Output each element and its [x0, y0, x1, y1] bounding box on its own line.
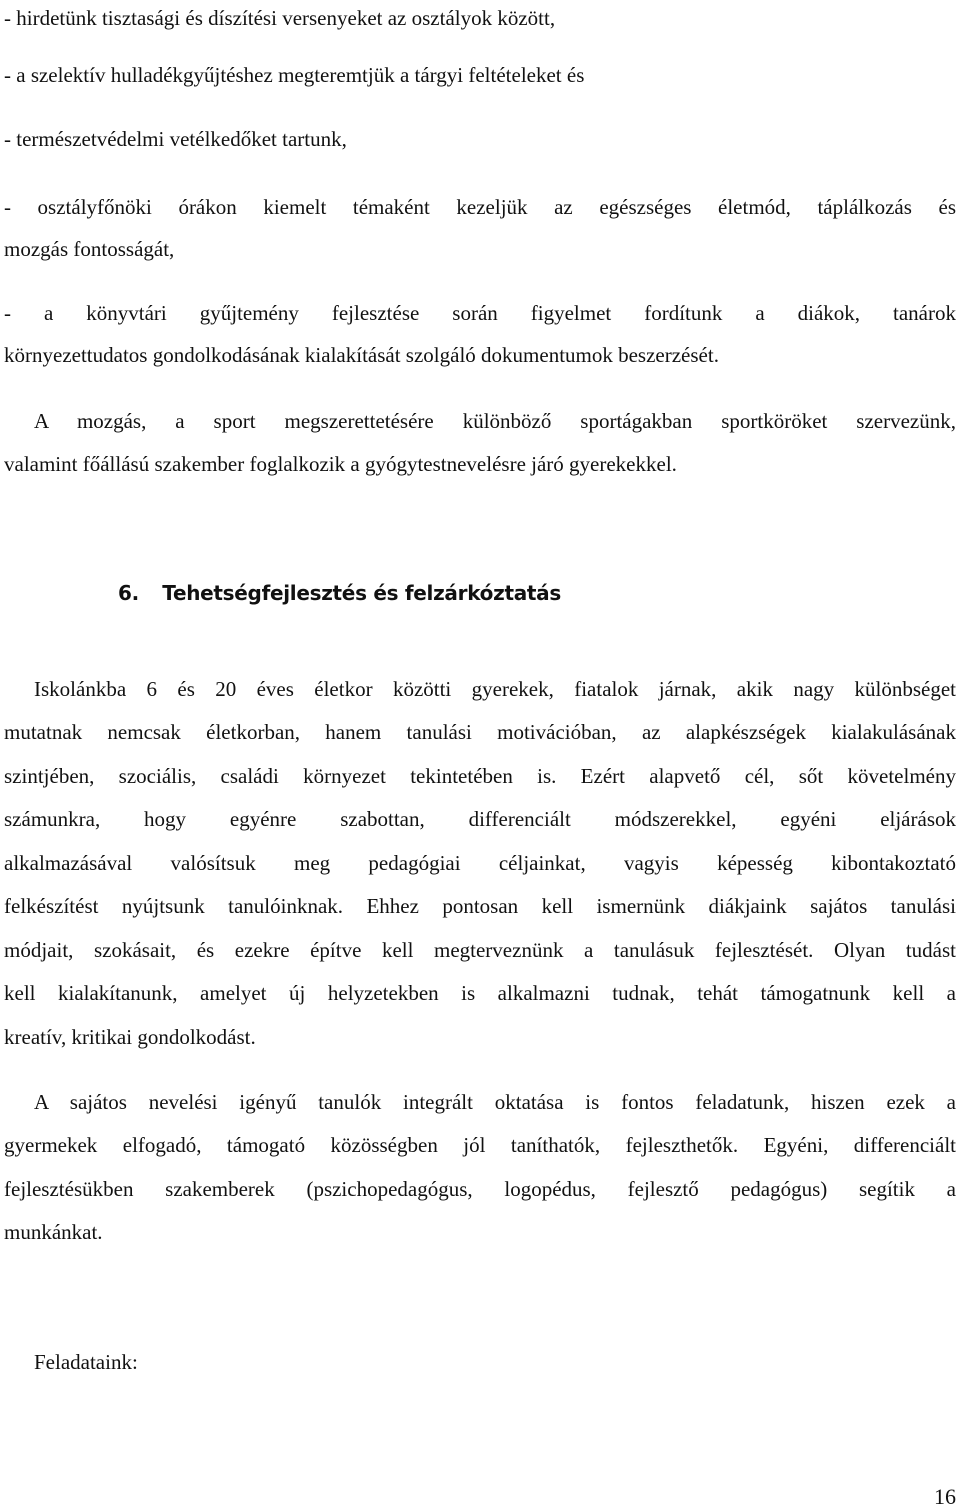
paragraph2-line3: fejlesztésükben szakemberek (pszichopedagógus, logopédus, fejlesztő pedagógus) segítik a: [4, 1177, 956, 1201]
paragraph1-line5: alkalmazásával valósítsuk meg pedagógiai céljainkat, vagyis képesség kibontakoztató: [4, 851, 956, 875]
list-item-competitions: - hirdetünk tisztasági és díszítési versenyeket az osztályok között,: [4, 6, 556, 30]
sport-paragraph-line1: A mozgás, a sport megszerettetésére különböző sportágakban sportköröket szervezünk,: [34, 409, 956, 433]
paragraph1-line8: kell kialakítanunk, amelyet új helyzetekben is alkalmazni tudnak, tehát támogatnunk kell a: [4, 981, 956, 1005]
paragraph1-line1: Iskolánkba 6 és 20 éves életkor közötti gyerekek, fiatalok járnak, akik nagy különbséget: [34, 677, 956, 701]
page-number: 16: [934, 1484, 956, 1509]
paragraph1-line6: felkészítést nyújtsunk tanulóinknak. Ehhez pontosan kell ismernünk diákjaink sajátos tanulási: [4, 894, 956, 918]
tasks-label: Feladataink:: [34, 1350, 138, 1374]
paragraph1-line4: számunkra, hogy egyénre szabottan, differenciált módszerekkel, egyéni eljárások: [4, 807, 956, 831]
list-item-waste-collection: - a szelektív hulladékgyűjtéshez megteremtjük a tárgyi feltételeket és: [4, 63, 585, 87]
paragraph1-line9: kreatív, kritikai gondolkodást.: [4, 1025, 256, 1049]
list-item-library-line1: - a könyvtári gyűjtemény fejlesztése során figyelmet fordítunk a diákok, tanárok: [4, 301, 956, 325]
paragraph2-line4: munkánkat.: [4, 1220, 103, 1244]
section-number: 6.: [118, 581, 139, 605]
paragraph1-line7: módjait, szokásait, és ezekre építve kell megterveznünk a tanulásuk fejlesztését. Olyan tudást: [4, 938, 956, 962]
section-heading: [118, 579, 561, 607]
paragraph2-line2: gyermekek elfogadó, támogató közösségben jól taníthatók, fejleszthetők. Egyéni, differenciált: [4, 1133, 956, 1157]
sport-paragraph-line2: valamint főállású szakember foglalkozik a gyógytestnevelésre járó gyerekekkel.: [4, 452, 677, 476]
list-item-healthy-lifestyle-line2: mozgás fontosságát,: [4, 237, 175, 261]
paragraph1-line3: szintjében, szociális, családi környezet tekintetében is. Ezért alapvető cél, sőt követelmény: [4, 764, 956, 788]
section-title: Tehetségfejlesztés és felzárkóztatás: [162, 581, 561, 605]
list-item-nature-contests: - természetvédelmi vetélkedőket tartunk,: [4, 127, 347, 151]
list-item-library-line2: környezettudatos gondolkodásának kialakítását szolgáló dokumentumok beszerzését.: [4, 343, 719, 367]
paragraph1-line2: mutatnak nemcsak életkorban, hanem tanulási motivációban, az alapkészségek kialakulásának: [4, 720, 956, 744]
paragraph2-line1: A sajátos nevelési igényű tanulók integrált oktatása is fontos feladatunk, hiszen ezek a: [34, 1090, 956, 1114]
list-item-healthy-lifestyle-line1: - osztályfőnöki órákon kiemelt témaként kezeljük az egészséges életmód, táplálkozás és: [4, 195, 956, 219]
